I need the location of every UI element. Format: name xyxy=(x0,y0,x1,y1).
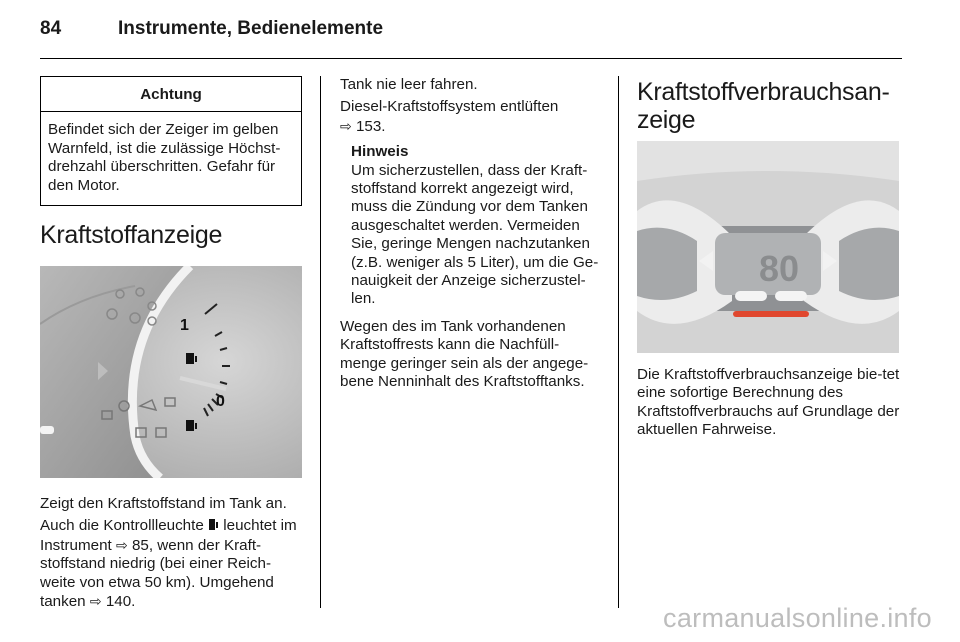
column-2 xyxy=(340,76,604,392)
fuel-gauge-illustration xyxy=(40,266,302,478)
column-3 xyxy=(637,76,901,440)
gauge-empty-label: 0 xyxy=(216,393,225,411)
reference-arrow-icon: ⇨ xyxy=(115,536,128,553)
page-header xyxy=(40,18,383,40)
warning-title: Achtung xyxy=(41,77,301,112)
column2-p2: Diesel-Kraftstoffsystem entlüften ⇨ 153. xyxy=(340,98,559,135)
column-1 xyxy=(40,76,302,611)
warning-text: Befindet sich der Zeiger im gelben Warnfeld, ist die zulässige Höchst-drehzahl überschritten. Gefahr für den Motor. xyxy=(48,121,281,194)
reference-arrow-icon: ⇨ xyxy=(89,593,102,610)
page-title: Instrumente, Bedienelemente xyxy=(118,18,384,39)
consumption-text: Die Kraftstoffverbrauchsanzeige bie-tet eine sofortige Berechnung des Kraftstoffverbrauchs auf Grundlage der aktuellen Fahrweise. xyxy=(637,366,900,439)
note-title: Hinweis xyxy=(351,143,409,161)
fuel-gauge-p2: Auch die Kontrollleuchte leuchtet im Instrument ⇨ 85, wenn der Kraft-stoffstand niedrig (bei einer Reich-weite von etwa 50 km). Umgehend tanken ⇨ 140. xyxy=(40,517,297,611)
fuel-gauge-p1: Zeigt den Kraftstoffstand im Tank an. xyxy=(40,495,287,513)
column-divider-1 xyxy=(320,76,321,608)
consumption-heading: Kraftstoffverbrauchsan-zeige xyxy=(637,78,890,134)
fuel-pump-icon xyxy=(208,518,219,531)
consumption-display-illustration xyxy=(637,141,899,353)
note-text: Um sicherzustellen, dass der Kraft-stoffstand korrekt angezeigt wird, muss die Zündung vor dem Tanken ausgeschaltet werden. Vermeiden Sie, geringe Mengen nachzutanken (z.B. weniger als 5 Liter), um die Ge-nauigkeit der Anzeige sicherzustel-len. xyxy=(351,161,599,308)
watermark: carmanualsonline.info xyxy=(663,603,932,633)
note-block xyxy=(340,143,604,309)
column2-p3: Wegen des im Tank vorhandenen Kraftstoffrests kann die Nachfüll-menge geringer sein als der angege-bene Nenninhalt des Kraftstofftanks. xyxy=(340,317,589,391)
reference-arrow-icon: ⇨ xyxy=(340,117,352,134)
column2-p1: Tank nie leer fahren. xyxy=(340,76,478,93)
header-rule xyxy=(40,58,902,59)
consumption-display-value: 80 xyxy=(758,248,800,289)
warning-box xyxy=(40,76,302,206)
gauge-full-label: 1 xyxy=(180,317,189,335)
page-number: 84 xyxy=(40,18,62,39)
column-divider-2 xyxy=(618,76,619,608)
fuel-gauge-heading: Kraftstoffanzeige xyxy=(40,221,223,250)
